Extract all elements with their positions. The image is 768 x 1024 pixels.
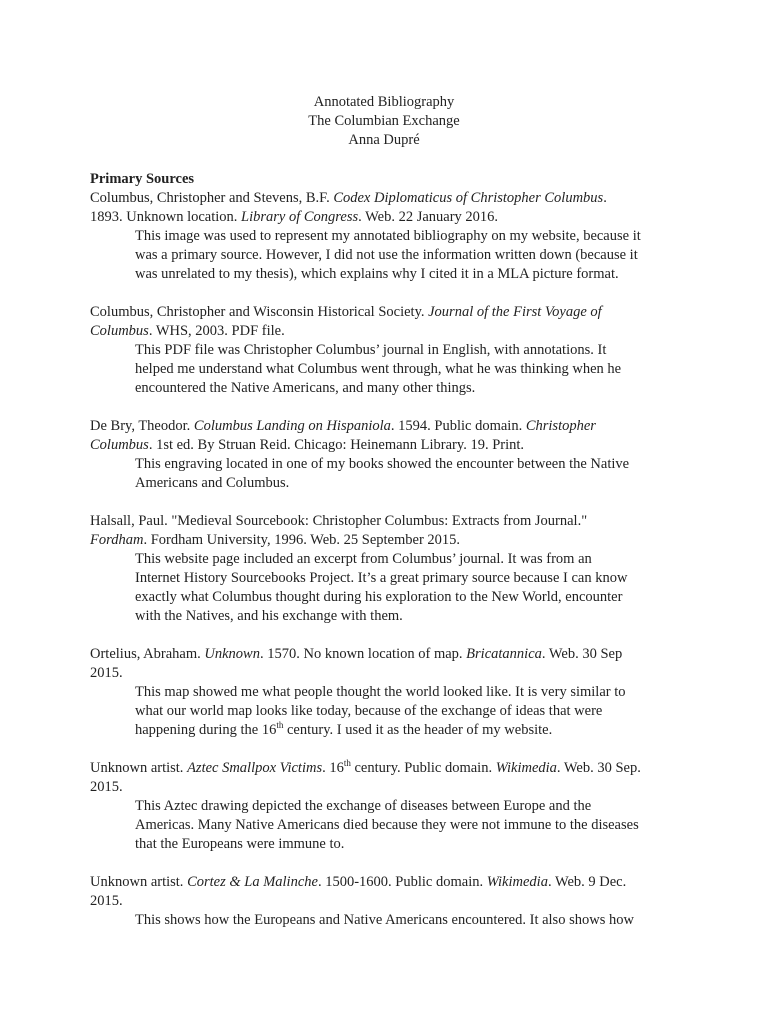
text-line xyxy=(135,474,670,493)
text-line xyxy=(135,835,670,854)
text-segment: . Web. 9 Dec. xyxy=(547,874,627,890)
text-line xyxy=(135,607,670,626)
text-segment: This image was used to represent my annotated bibliography on my website, because it xyxy=(135,228,641,244)
italic-title: Bricatannica xyxy=(466,646,542,662)
text-segment: what our world map looks like today, because of the exchange of ideas that were xyxy=(135,703,603,719)
bibliography-entry xyxy=(90,759,670,854)
text-segment: . Web. 30 Sep xyxy=(541,646,623,662)
annotation xyxy=(135,911,670,930)
document-author: Anna Dupré xyxy=(348,132,420,148)
italic-title: Aztec Smallpox Victims xyxy=(187,760,323,776)
italic-title: Wikimedia xyxy=(486,874,548,890)
text-line xyxy=(135,227,670,246)
superscript-text: th xyxy=(343,758,351,769)
text-segment: Americans and Columbus. xyxy=(135,475,290,491)
annotation xyxy=(135,683,670,740)
italic-title: Christopher xyxy=(525,418,596,434)
citation xyxy=(90,512,670,550)
text-line xyxy=(135,550,670,569)
document-subtitle: The Columbian Exchange xyxy=(308,113,460,129)
text-segment: This website page included an excerpt from Columbus’ journal. It was from an xyxy=(135,551,592,567)
text-line xyxy=(90,189,670,208)
text-line xyxy=(90,778,670,797)
italic-title: Library of Congress xyxy=(241,209,359,225)
text-segment: De Bry, Theodor. xyxy=(90,418,194,434)
text-line xyxy=(135,341,670,360)
text-segment: happening during the 16 xyxy=(135,722,277,738)
document-title: Annotated Bibliography xyxy=(313,94,455,110)
text-segment: was unrelated to my thesis), which explains why I cited it in a MLA picture format. xyxy=(135,266,619,282)
section-heading: Primary Sources xyxy=(90,171,195,187)
text-segment: Americas. Many Native Americans died because they were not immune to the diseases xyxy=(135,817,639,833)
text-segment: . Web. 30 Sep. xyxy=(556,760,641,776)
text-segment: encountered the Native Americans, and many other things. xyxy=(135,380,476,396)
text-line xyxy=(90,303,670,322)
italic-title: Fordham xyxy=(90,532,144,548)
text-segment: This shows how the Europeans and Native Americans encountered. It also shows how xyxy=(135,912,634,928)
text-segment: . Web. 22 January 2016. xyxy=(358,209,499,225)
text-line xyxy=(135,379,670,398)
italic-title: Codex Diplomaticus of Christopher Columbus xyxy=(333,190,604,206)
text-line xyxy=(135,683,670,702)
text-segment: . 1570. No known location of map. xyxy=(259,646,467,662)
italic-title: Columbus xyxy=(90,323,149,339)
italic-title: Cortez & La Malinche xyxy=(187,874,318,890)
text-segment: 1893. Unknown location. xyxy=(90,209,242,225)
text-segment: Columbus, Christopher and Stevens, B.F. xyxy=(90,190,334,206)
text-line xyxy=(90,322,670,341)
annotation xyxy=(135,455,670,493)
text-segment: . Fordham University, 1996. Web. 25 September 2015. xyxy=(143,532,461,548)
text-segment: Unknown artist. xyxy=(90,874,188,890)
bibliography-entry xyxy=(90,512,670,626)
citation xyxy=(90,759,670,797)
italic-title: Journal of the First Voyage of xyxy=(428,304,602,320)
text-line xyxy=(135,246,670,265)
document-header xyxy=(0,93,768,150)
text-segment: Ortelius, Abraham. xyxy=(90,646,205,662)
citation xyxy=(90,417,670,455)
superscript-text: th xyxy=(276,720,284,731)
text-segment: Halsall, Paul. "Medieval Sourcebook: Christopher Columbus: Extracts from Journal." xyxy=(90,513,588,529)
text-line xyxy=(90,664,670,683)
bibliography-entry xyxy=(90,873,670,930)
bibliography-entry xyxy=(90,645,670,740)
text-line xyxy=(90,512,670,531)
text-segment: . WHS, 2003. PDF file. xyxy=(148,323,285,339)
italic-title: Unknown xyxy=(204,646,260,662)
citation xyxy=(90,303,670,341)
text-segment: 2015. xyxy=(90,779,123,795)
text-line xyxy=(90,436,670,455)
italic-title: Columbus Landing on Hispaniola xyxy=(193,418,391,434)
text-line xyxy=(135,360,670,379)
text-segment: 2015. xyxy=(90,665,123,681)
bibliography-entry xyxy=(90,417,670,493)
italic-title: Columbus xyxy=(90,437,149,453)
text-line xyxy=(90,417,670,436)
text-segment: century. I used it as the header of my website. xyxy=(283,722,553,738)
text-line xyxy=(135,588,670,607)
text-segment: This map showed me what people thought the world looked like. It is very similar to xyxy=(135,684,626,700)
text-line xyxy=(135,265,670,284)
text-segment: . 1st ed. By Struan Reid. Chicago: Heinemann Library. 19. Print. xyxy=(148,437,525,453)
bibliography-content xyxy=(90,170,670,949)
text-line xyxy=(135,569,670,588)
text-line xyxy=(90,645,670,664)
text-line xyxy=(135,702,670,721)
text-segment: . 16 xyxy=(322,760,344,776)
text-segment: Unknown artist. xyxy=(90,760,188,776)
text-segment: exactly what Columbus thought during his exploration to the New World, encounter xyxy=(135,589,623,605)
text-segment: helped me understand what Columbus went through, what he was thinking when he xyxy=(135,361,622,377)
text-segment: . xyxy=(603,190,607,206)
text-segment: This PDF file was Christopher Columbus’ journal in English, with annotations. It xyxy=(135,342,607,358)
text-line xyxy=(135,816,670,835)
text-segment: 2015. xyxy=(90,893,123,909)
text-segment: . 1500-1600. Public domain. xyxy=(317,874,487,890)
entry-list xyxy=(90,189,670,930)
text-segment: Internet History Sourcebooks Project. It’s a great primary source because I can know xyxy=(135,570,628,586)
text-segment: century. Public domain. xyxy=(350,760,496,776)
text-line xyxy=(90,759,670,778)
citation xyxy=(90,873,670,911)
text-segment: This engraving located in one of my books showed the encounter between the Native xyxy=(135,456,630,472)
text-line xyxy=(90,892,670,911)
italic-title: Wikimedia xyxy=(495,760,557,776)
annotation xyxy=(135,227,670,284)
annotation xyxy=(135,797,670,854)
text-line xyxy=(135,911,670,930)
bibliography-entry xyxy=(90,189,670,284)
text-line xyxy=(90,208,670,227)
text-segment: . 1594. Public domain. xyxy=(390,418,526,434)
text-line xyxy=(135,721,670,740)
annotation xyxy=(135,341,670,398)
text-line xyxy=(90,531,670,550)
annotation xyxy=(135,550,670,626)
text-segment: This Aztec drawing depicted the exchange of diseases between Europe and the xyxy=(135,798,592,814)
citation xyxy=(90,645,670,683)
text-segment: Columbus, Christopher and Wisconsin Historical Society. xyxy=(90,304,429,320)
citation xyxy=(90,189,670,227)
text-line xyxy=(135,797,670,816)
text-segment: that the Europeans were immune to. xyxy=(135,836,345,852)
text-line xyxy=(90,873,670,892)
bibliography-entry xyxy=(90,303,670,398)
text-segment: with the Natives, and his exchange with them. xyxy=(135,608,403,624)
text-segment: was a primary source. However, I did not use the information written down (because it xyxy=(135,247,638,263)
text-line xyxy=(135,455,670,474)
